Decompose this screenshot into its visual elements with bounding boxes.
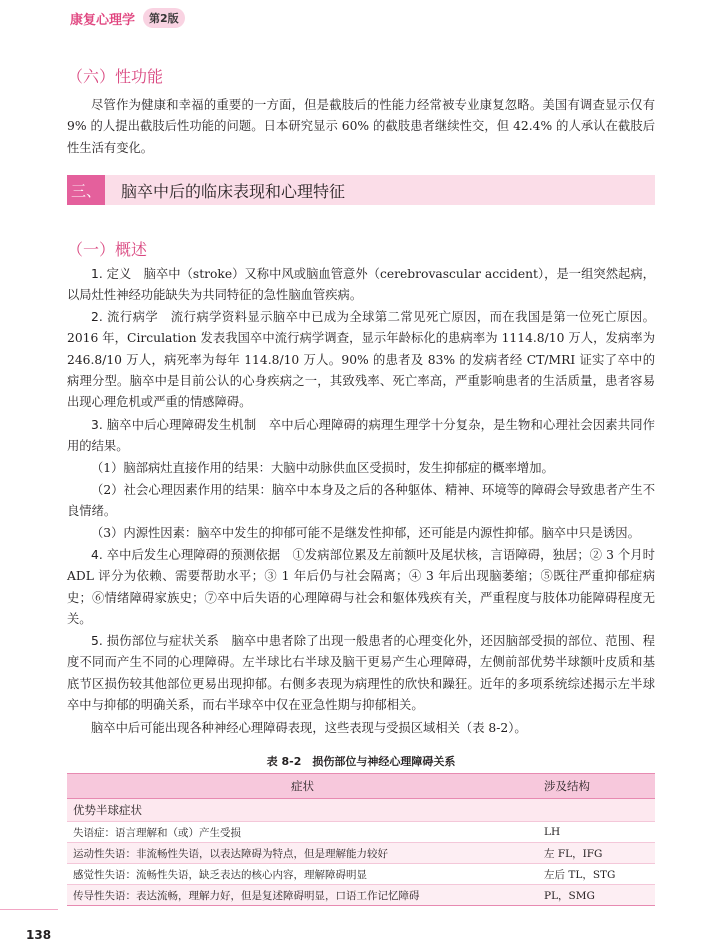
paragraph-epidemiology (67, 307, 655, 413)
table-group-row (67, 799, 655, 822)
text-prediction: ①发病部位累及左前额叶及尾状核，言语障碍，独居；② 3 个月时 ADL 评分为依赖、需要帮助水平；③ 1 年后仍与社会隔离；④ 3 年后出现脑萎缩；⑤既往严重抑郁症病史；⑥情绪障碍家族史；⑦卒中后失语的心理障碍与社会和躯体残疾有关，严重程度与肢体功能障碍程度无关。 (67, 548, 655, 626)
lead-prediction: 4. 卒中后发生心理障碍的预测依据 (91, 548, 281, 562)
column-header-structure: 涉及结构 (538, 774, 655, 799)
mechanism-item-1: （1）脑部病灶直接作用的结果：大脑中动脉供血区受损时，发生抑郁症的概率增加。 (91, 461, 554, 475)
lead-definition: 1. 定义 (91, 267, 132, 281)
lesion-symptom-table (67, 773, 655, 906)
symptom-cell: 失语症：语言理解和（或）产生受损 (67, 822, 538, 843)
symptom-cell: 传导性失语：表达流畅，理解力好，但是复述障碍明显，口语工作记忆障碍 (67, 885, 538, 906)
page-number: 138 (26, 928, 52, 942)
edition-badge: 第2版 (143, 8, 185, 28)
table-header-row (67, 774, 655, 799)
text-mechanism: 卒中后心理障碍的病理生理学十分复杂，是生物和心理社会因素共同作用的结果。 (67, 418, 655, 454)
table-row (67, 822, 655, 843)
section-heading-bar (67, 175, 655, 205)
mechanism-item-3: （3）内源性因素：脑卒中发生的抑郁可能不是继发性抑郁，还可能是内源性抑郁。脑卒中只是诱因。 (91, 526, 640, 540)
table-row (67, 864, 655, 885)
lead-mechanism: 3. 脑卒中后心理障碍发生机制 (91, 418, 257, 432)
section-title: 脑卒中后的临床表现和心理特征 (121, 181, 346, 201)
footer-rule (0, 909, 58, 910)
running-head (70, 8, 185, 28)
paragraph-prediction (67, 545, 655, 630)
mechanism-item-2: （2）社会心理因素作用的结果：脑卒中本身及之后的各种躯体、精神、环境等的障碍会导致患者产生不良情绪。 (67, 483, 655, 519)
paragraph-sexual-function: 尽管作为健康和幸福的重要的一方面，但是截肢后的性能力经常被专业康复忽略。美国有调查显示仅有 9% 的人提出截肢后性功能的问题。日本研究显示 60% 的截肢患者继续性交，但 42.4% 的人承认在截肢后性生活有变化。 (67, 98, 655, 155)
lead-lesion-site: 5. 损伤部位与症状关系 (91, 634, 219, 648)
subsection-heading-overview: （一）概述 (67, 240, 148, 259)
book-title: 康复心理学 (70, 12, 136, 28)
group-label: 优势半球症状 (67, 799, 655, 822)
subsection-heading-sexual-function: （六）性功能 (67, 67, 164, 86)
structure-cell: PL，SMG (538, 885, 655, 906)
table-caption: 表 8-2 损伤部位与神经心理障碍关系 (266, 755, 456, 768)
column-header-symptom: 症状 (67, 774, 538, 799)
structure-cell: 左后 TL，STG (538, 864, 655, 885)
text-definition: 脑卒中（stroke）又称中风或脑血管意外（cerebrovascular accident），是一组突然起病，以局灶性神经功能缺失为共同特征的急性脑血管疾病。 (67, 267, 655, 303)
paragraph-mechanism (67, 415, 655, 458)
structure-cell: 左 FL，IFG (538, 843, 655, 864)
paragraph-closing: 脑卒中后可能出现各种神经心理障碍表现，这些表现与受损区域相关（表 8-2）。 (91, 721, 527, 735)
paragraph-lesion-site (67, 631, 655, 716)
section-number: 三、 (67, 175, 105, 205)
table-row (67, 885, 655, 906)
symptom-cell: 感觉性失语：流畅性失语，缺乏表达的核心内容，理解障碍明显 (67, 864, 538, 885)
structure-cell: LH (538, 822, 655, 843)
lead-epidemiology: 2. 流行病学 (91, 310, 159, 324)
paragraph-definition (67, 264, 655, 307)
table-row (67, 843, 655, 864)
text-epidemiology: 流行病学资料显示脑卒中已成为全球第二常见死亡原因，而在我国是第一位死亡原因。2016 年，Circulation 发表我国卒中流行病学调查，显示年龄标化的患病率为 1114.8/10 万人，发病率为 246.8/10 万人，病死率为每年 114.8/10 万人。90% 的患者及 83% 的发病者经 CT/MRI 证实了卒中的病理分型。脑卒中是目前公认的心身疾病之一，其致残率、死亡率高，严重影响患者的生活质量，患者容易出现心理危机或严重的情感障碍。 (67, 310, 655, 410)
symptom-cell: 运动性失语：非流畅性失语，以表达障碍为特点，但是理解能力较好 (67, 843, 538, 864)
text-lesion-site: 脑卒中患者除了出现一般患者的心理变化外，还因脑部受损的部位、范围、程度不同而产生不同的心理障碍。左半球比右半球及脑干更易产生心理障碍，左侧前部优势半球额叶皮质和基底节区损伤较其他部位更易出现抑郁。右侧多表现为病理性的欣快和躁狂。近年的多项系统综述揭示左半球卒中与抑郁的明确关系，而右半球卒中仅在亚急性期与抑郁相关。 (67, 634, 655, 712)
